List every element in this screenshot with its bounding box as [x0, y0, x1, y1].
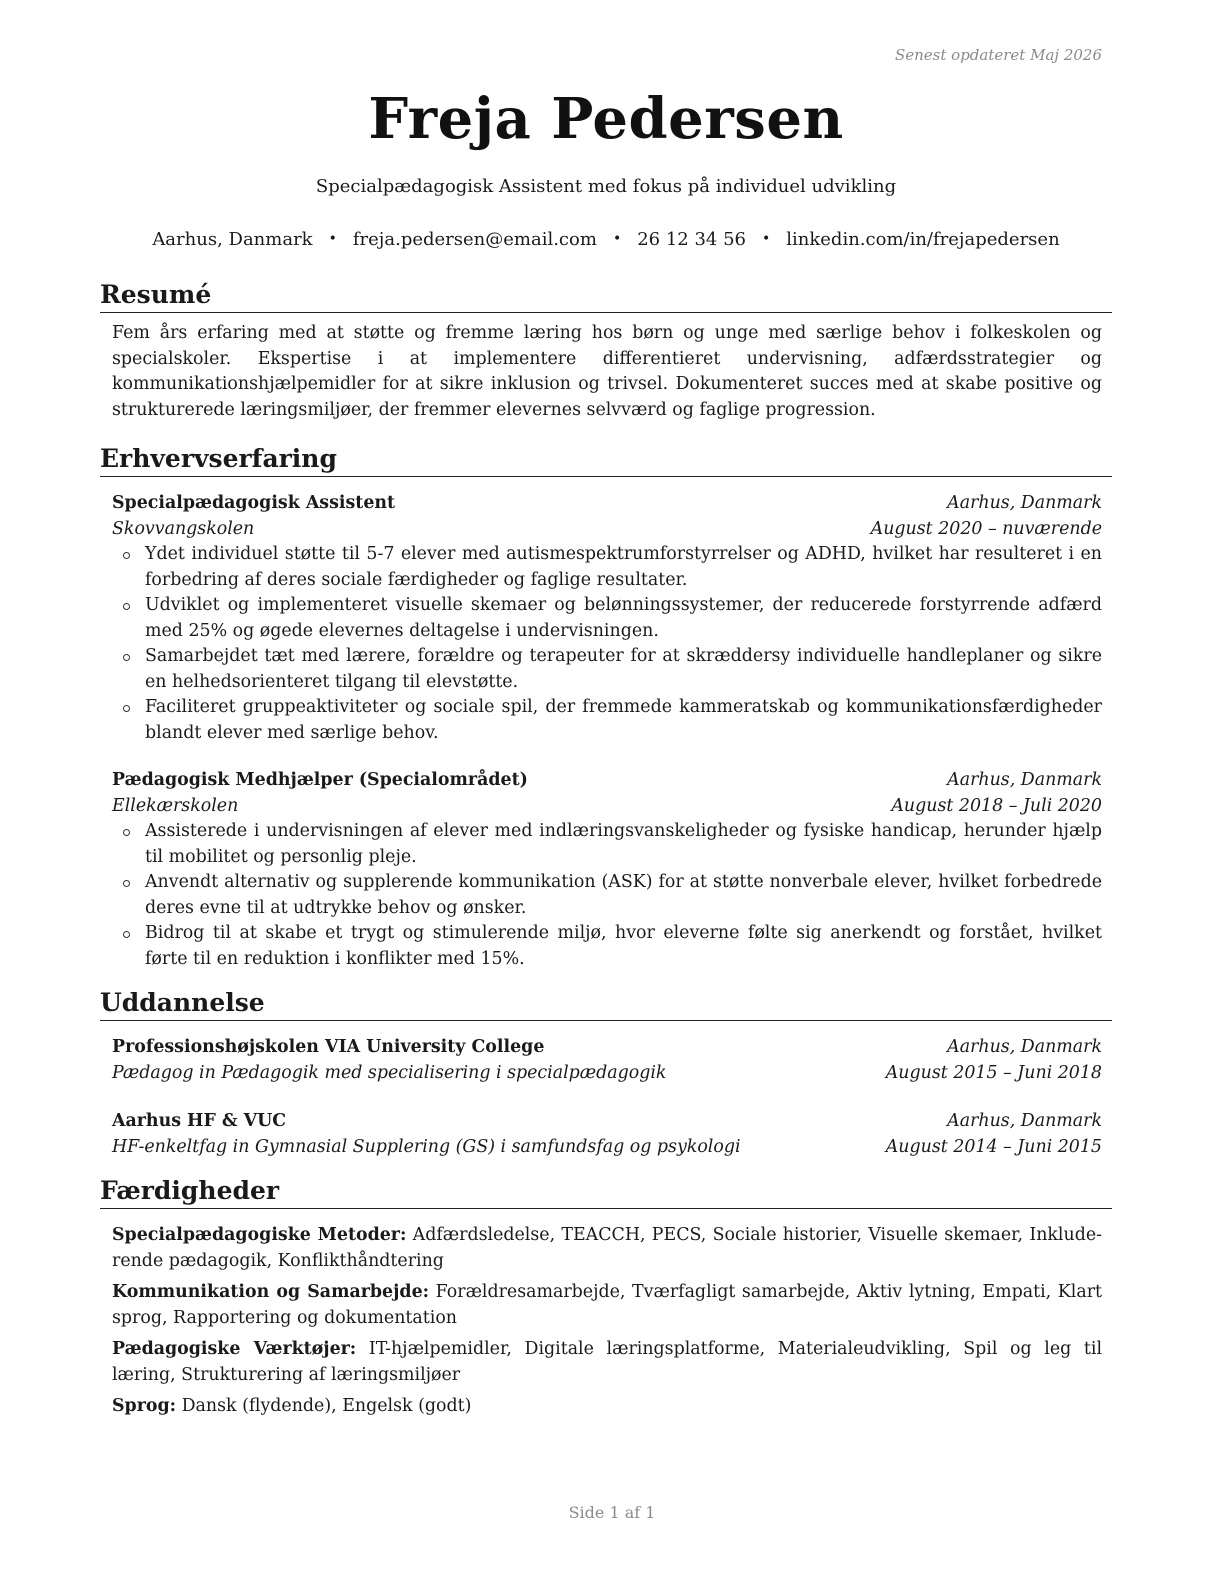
list-item — [145, 593, 1102, 644]
degree: HF-enkeltfag in Gymnasial Supplering (GS) i samfundsfag og psykologi — [112, 1136, 741, 1157]
bullet-circle-icon — [123, 829, 130, 836]
skill-label: Specialpædagogiske Metoder: — [112, 1225, 407, 1245]
list-item — [145, 695, 1102, 746]
list-item — [145, 870, 1102, 921]
bullet-text: Bidrog til at skabe et trygt og stimulerende miljø, hvor eleverne følte sig anerkendt og forstået, hvilket førte til en reduktion i konflikter med 15%. — [145, 923, 1102, 969]
list-item — [145, 921, 1102, 972]
job-dates: August 2018 – Juli 2020 — [891, 795, 1102, 816]
bullet-circle-icon — [123, 880, 130, 887]
job-entry — [112, 491, 1102, 746]
bullet-circle-icon — [123, 705, 130, 712]
list-item — [145, 542, 1102, 593]
job-bullets — [112, 542, 1102, 746]
page-footer: Side 1 af 1 — [568, 1503, 656, 1522]
section-title-education: Uddannelse — [100, 988, 1112, 1021]
separator-dot: • — [612, 231, 622, 247]
contact-location: Aarhus, Danmark — [152, 229, 313, 250]
job-dates: August 2020 – nuværende — [870, 518, 1102, 539]
bullet-text: Samarbejdet tæt med lærere, forældre og terapeuter for at skræddersy individuelle handleplaner og sikre en helhedsorienteret tilgang til elevstøtte. — [145, 646, 1102, 692]
bullet-circle-icon — [123, 654, 130, 661]
resume-page — [100, 0, 1112, 1584]
skill-label: Sprog: — [112, 1396, 177, 1416]
bullet-circle-icon — [123, 603, 130, 610]
bullet-circle-icon — [123, 552, 130, 559]
job-location: Aarhus, Danmark — [947, 770, 1102, 790]
skill-value: IT-hjælpemidler, Digitale læringsplatforme, Materialeudvikling, Spil og leg til læring, Strukturering af læringsmiljøer — [112, 1339, 1103, 1385]
education-dates: August 2015 – Juni 2018 — [885, 1062, 1102, 1083]
job-location: Aarhus, Danmark — [947, 493, 1102, 513]
list-item — [145, 819, 1102, 870]
tagline: Specialpædagogisk Assistent med fokus på individuel udvikling — [315, 176, 897, 197]
skill-value: Adfærdsledelse, TEACCH, PECS, Sociale historier, Visuelle skemaer, Inkluderende pædagogik, Konflikthåndtering — [112, 1225, 1103, 1271]
bullet-text: Udviklet og implementeret visuelle skemaer og belønningssystemer, der reducerede forstyrrende adfærd med 25% og øgede elevernes deltagelse i undervisningen. — [145, 595, 1102, 641]
contact-email[interactable]: freja.pedersen@email.com — [352, 229, 597, 250]
job-org: Ellekærskolen — [112, 795, 239, 816]
contact-linkedin[interactable]: linkedin.com/in/frejapedersen — [786, 229, 1060, 250]
job-role: Specialpædagogisk Assistent — [112, 493, 396, 513]
experience-section — [100, 444, 1112, 972]
job-entry — [112, 768, 1102, 972]
separator-dot: • — [762, 231, 771, 247]
bullet-text: Assisterede i undervisningen af elever med indlæringsvanskeligheder og fysiske handicap, herunder hjælp til mobilitet og personlig pleje. — [145, 821, 1102, 867]
list-item — [145, 644, 1102, 695]
last-updated: Senest opdateret Maj 2026 — [894, 46, 1102, 64]
section-title-summary: Resumé — [100, 280, 1112, 313]
bullet-text: Faciliteret gruppeaktiviteter og sociale spil, der fremmede kammeratskab og kommunikationsfærdigheder blandt elever med særlige behov. — [145, 697, 1102, 743]
section-title-experience: Erhvervserfaring — [100, 444, 1112, 477]
skill-label: Kommunikation og Samarbejde: — [112, 1282, 430, 1302]
contact-phone: 26 12 34 56 — [637, 229, 746, 250]
separator-dot: • — [328, 231, 337, 247]
skill-row — [112, 1280, 1102, 1331]
candidate-name: Freja Pedersen — [368, 86, 844, 152]
skills-section — [100, 1176, 1112, 1420]
degree: Pædagog in Pædagogik med specialisering i specialpædagogik — [112, 1062, 667, 1083]
bullet-text: Anvendt alternativ og supplerende kommunikation (ASK) for at støtte nonverbale elever, hvilket forbedrede deres evne til at udtrykke behov og ønsker. — [145, 872, 1102, 918]
bullet-circle-icon — [123, 931, 130, 938]
job-role: Pædagogisk Medhjælper (Specialområdet) — [112, 770, 528, 790]
school-name: Aarhus HF & VUC — [112, 1111, 287, 1131]
summary-text: Fem års erfaring med at støtte og fremme læring hos børn og unge med særlige behov i folkeskolen og specialskoler. Ekspertise i at implementere differentieret undervisning, adfærdsstrategier og kommunikationshjælpemidler for at sikre inklusion og trivsel. Dokumenteret succes med at skabe positive og strukturerede læringsmiljøer, der fremmer elevernes selvværd og faglige progression. — [112, 323, 1102, 420]
section-title-skills: Færdigheder — [100, 1176, 1112, 1209]
skill-label: Pædagogiske Værktøjer: — [112, 1339, 357, 1359]
skill-row — [112, 1394, 1102, 1420]
school-name: Professionshøjskolen VIA University College — [112, 1037, 545, 1057]
education-entry — [112, 1035, 1102, 1086]
job-bullets — [112, 819, 1102, 972]
school-location: Aarhus, Danmark — [947, 1111, 1102, 1131]
bullet-text: Ydet individuel støtte til 5-7 elever med autismespektrumforstyrrelser og ADHD, hvilket har resulteret i en forbedring af deres sociale færdigheder og faglige resultater. — [145, 544, 1102, 590]
skill-value: Forældresamarbejde, Tværfagligt samarbejde, Aktiv lytning, Empati, Klart sprog, Rapportering og dokumentation — [112, 1282, 1103, 1328]
job-org: Skovvangskolen — [112, 518, 255, 539]
contact-line — [100, 229, 1112, 250]
skill-value: Dansk (flydende), Engelsk (godt) — [181, 1396, 472, 1416]
skill-row — [112, 1337, 1102, 1388]
education-section — [100, 988, 1112, 1160]
skill-row — [112, 1223, 1102, 1274]
education-entry — [112, 1109, 1102, 1160]
education-dates: August 2014 – Juni 2015 — [885, 1136, 1102, 1157]
summary-section — [100, 280, 1112, 423]
school-location: Aarhus, Danmark — [947, 1037, 1102, 1057]
